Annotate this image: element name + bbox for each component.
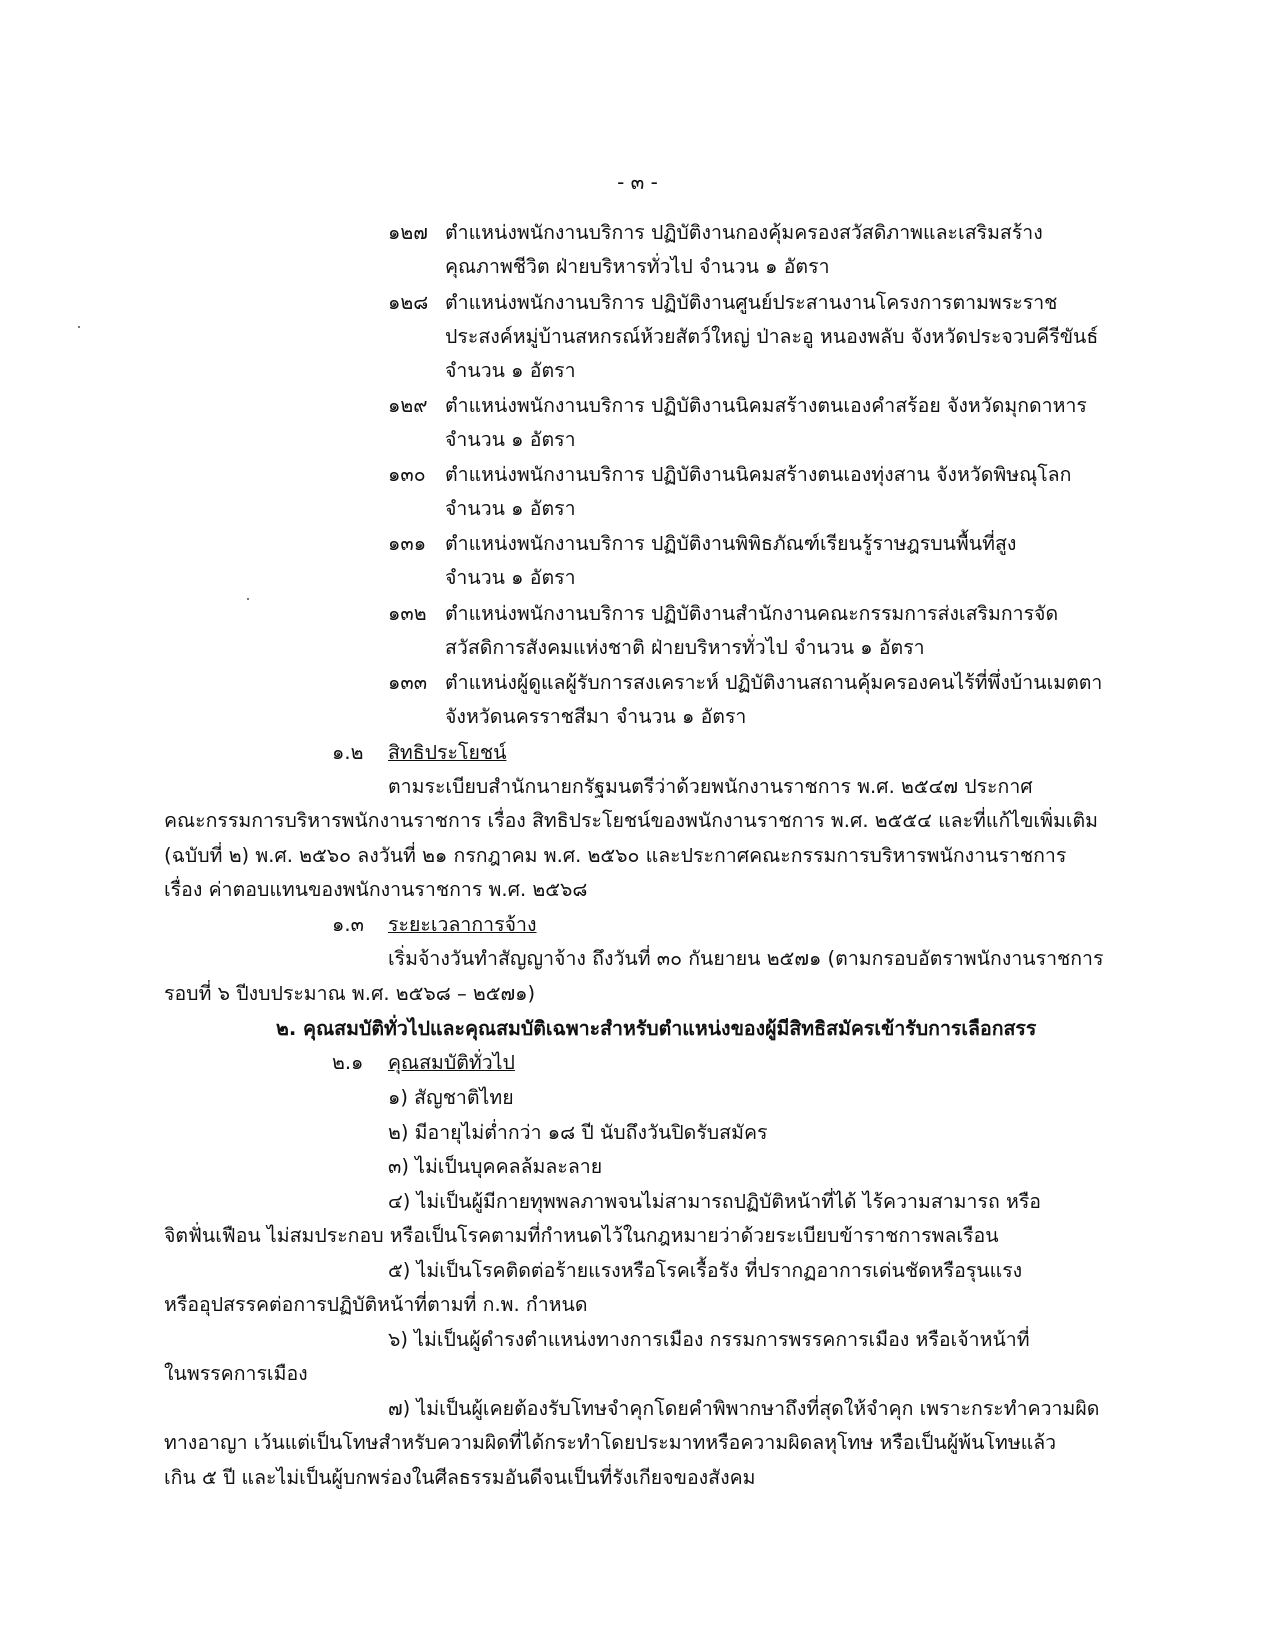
section-heading: สิทธิประโยชน์ bbox=[388, 741, 507, 764]
position-number: ๑๒๗ bbox=[388, 221, 428, 244]
position-number: ๑๓๑ bbox=[388, 532, 427, 555]
position-line: ตำแหน่งพนักงานบริการ ปฏิบัติงานกองคุ้มครองสวัสดิภาพและเสริมสร้าง bbox=[445, 221, 1043, 244]
qualification-item: ในพรรคการเมือง bbox=[164, 1362, 308, 1385]
position-number: ๑๓๓ bbox=[388, 671, 428, 694]
position-line: ตำแหน่งผู้ดูแลผู้รับการสงเคราะห์ ปฏิบัติงานสถานคุ้มครองคนไร้ที่พึ่งบ้านเมตตา bbox=[445, 671, 1103, 694]
position-line: ตำแหน่งพนักงานบริการ ปฏิบัติงานพิพิธภัณฑ์เรียนรู้ราษฎรบนพื้นที่สูง bbox=[445, 532, 1017, 555]
position-number: ๑๒๙ bbox=[388, 394, 428, 417]
paragraph-line: รอบที่ ๖ ปีงบประมาณ พ.ศ. ๒๕๖๘ – ๒๕๗๑) bbox=[164, 982, 536, 1005]
section-heading: ๒. คุณสมบัติทั่วไปและคุณสมบัติเฉพาะสำหรับตำแหน่งของผู้มีสิทธิสมัครเข้ารับการเลือกสรร bbox=[276, 1017, 1037, 1040]
position-line: คุณภาพชีวิต ฝ่ายบริหารทั่วไป จำนวน ๑ อัตรา bbox=[445, 255, 830, 278]
subsection-heading: คุณสมบัติทั่วไป bbox=[388, 1051, 515, 1074]
qualification-item: ๕) ไม่เป็นโรคติดต่อร้ายแรงหรือโรคเรื้อรัง ที่ปรากฏอาการเด่นชัดหรือรุนแรง bbox=[388, 1259, 1023, 1282]
qualification-item: ๗) ไม่เป็นผู้เคยต้องรับโทษจำคุกโดยคำพิพากษาถึงที่สุดให้จำคุก เพราะกระทำความผิด bbox=[388, 1397, 1100, 1420]
position-line: สวัสดิการสังคมแห่งชาติ ฝ่ายบริหารทั่วไป จำนวน ๑ อัตรา bbox=[445, 636, 925, 659]
position-line: ตำแหน่งพนักงานบริการ ปฏิบัติงานนิคมสร้างตนเองทุ่งสาน จังหวัดพิษณุโลก bbox=[445, 463, 1072, 486]
position-line: จำนวน ๑ อัตรา bbox=[445, 566, 576, 589]
qualification-item: ๒) มีอายุไม่ต่ำกว่า ๑๘ ปี นับถึงวันปิดรับสมัคร bbox=[388, 1121, 768, 1144]
position-number: ๑๒๘ bbox=[388, 291, 429, 314]
qualification-item: หรืออุปสรรคต่อการปฏิบัติหน้าที่ตามที่ ก.พ. กำหนด bbox=[164, 1293, 588, 1316]
position-line: ประสงค์หมู่บ้านสหกรณ์ห้วยสัตว์ใหญ่ ป่าละอู หนองพลับ จังหวัดประจวบคีรีขันธ์ bbox=[445, 325, 1099, 348]
scan-speck bbox=[247, 598, 249, 600]
position-line: จำนวน ๑ อัตรา bbox=[445, 359, 576, 382]
paragraph-line: เรื่อง ค่าตอบแทนของพนักงานราชการ พ.ศ. ๒๕๖๘ bbox=[164, 878, 588, 901]
qualification-item: ๑) สัญชาติไทย bbox=[388, 1086, 514, 1109]
qualification-item: เกิน ๕ ปี และไม่เป็นผู้บกพร่องในศีลธรรมอันดีจนเป็นที่รังเกียจของสังคม bbox=[164, 1466, 756, 1489]
qualification-item: ๖) ไม่เป็นผู้ดำรงตำแหน่งทางการเมือง กรรมการพรรคการเมือง หรือเจ้าหน้าที่ bbox=[388, 1328, 1030, 1351]
qualification-item: ๔) ไม่เป็นผู้มีกายทุพพลภาพจนไม่สามารถปฏิบัติหน้าที่ได้ ไร้ความสามารถ หรือ bbox=[388, 1190, 1042, 1213]
position-line: ตำแหน่งพนักงานบริการ ปฏิบัติงานศูนย์ประสานงานโครงการตามพระราช bbox=[445, 291, 1058, 314]
position-number: ๑๓๒ bbox=[388, 602, 427, 625]
paragraph-line: ตามระเบียบสำนักนายกรัฐมนตรีว่าด้วยพนักงานราชการ พ.ศ. ๒๕๔๗ ประกาศ bbox=[388, 775, 1033, 798]
scan-speck bbox=[78, 326, 80, 328]
position-line: ตำแหน่งพนักงานบริการ ปฏิบัติงานนิคมสร้างตนเองคำสร้อย จังหวัดมุกดาหาร bbox=[445, 394, 1087, 417]
qualification-item: จิตฟั่นเฟือน ไม่สมประกอบ หรือเป็นโรคตามที่กำหนดไว้ในกฎหมายว่าด้วยระเบียบข้าราชการพลเรือน bbox=[164, 1224, 999, 1247]
position-number: ๑๓๐ bbox=[388, 463, 426, 486]
page-number: - ๓ - bbox=[617, 170, 658, 194]
section-number: ๑.๒ bbox=[332, 741, 364, 764]
qualification-item: ทางอาญา เว้นแต่เป็นโทษสำหรับความผิดที่ได้กระทำโดยประมาทหรือความผิดลหุโทษ หรือเป็นผู้พ้นโทษแล้ว bbox=[164, 1431, 1057, 1454]
paragraph-line: เริ่มจ้างวันทำสัญญาจ้าง ถึงวันที่ ๓๐ กันยายน ๒๕๗๑ (ตามกรอบอัตราพนักงานราชการ bbox=[388, 947, 1104, 970]
qualification-item: ๓) ไม่เป็นบุคคลล้มละลาย bbox=[388, 1155, 603, 1178]
position-line: ตำแหน่งพนักงานบริการ ปฏิบัติงานสำนักงานคณะกรรมการส่งเสริมการจัด bbox=[445, 602, 1059, 625]
position-line: จำนวน ๑ อัตรา bbox=[445, 428, 576, 451]
paragraph-line: (ฉบับที่ ๒) พ.ศ. ๒๕๖๐ ลงวันที่ ๒๑ กรกฎาคม พ.ศ. ๒๕๖๐ และประกาศคณะกรรมการบริหารพนักงานราชการ bbox=[164, 844, 1067, 867]
position-line: จังหวัดนครราชสีมา จำนวน ๑ อัตรา bbox=[445, 705, 747, 728]
section-heading: ระยะเวลาการจ้าง bbox=[388, 913, 537, 936]
position-line: จำนวน ๑ อัตรา bbox=[445, 497, 576, 520]
subsection-number: ๒.๑ bbox=[332, 1051, 364, 1074]
section-number: ๑.๓ bbox=[332, 913, 364, 936]
paragraph-line: คณะกรรมการบริหารพนักงานราชการ เรื่อง สิทธิประโยชน์ของพนักงานราชการ พ.ศ. ๒๕๕๔ และที่แก้ไขเพิ่มเติม bbox=[164, 809, 1098, 832]
